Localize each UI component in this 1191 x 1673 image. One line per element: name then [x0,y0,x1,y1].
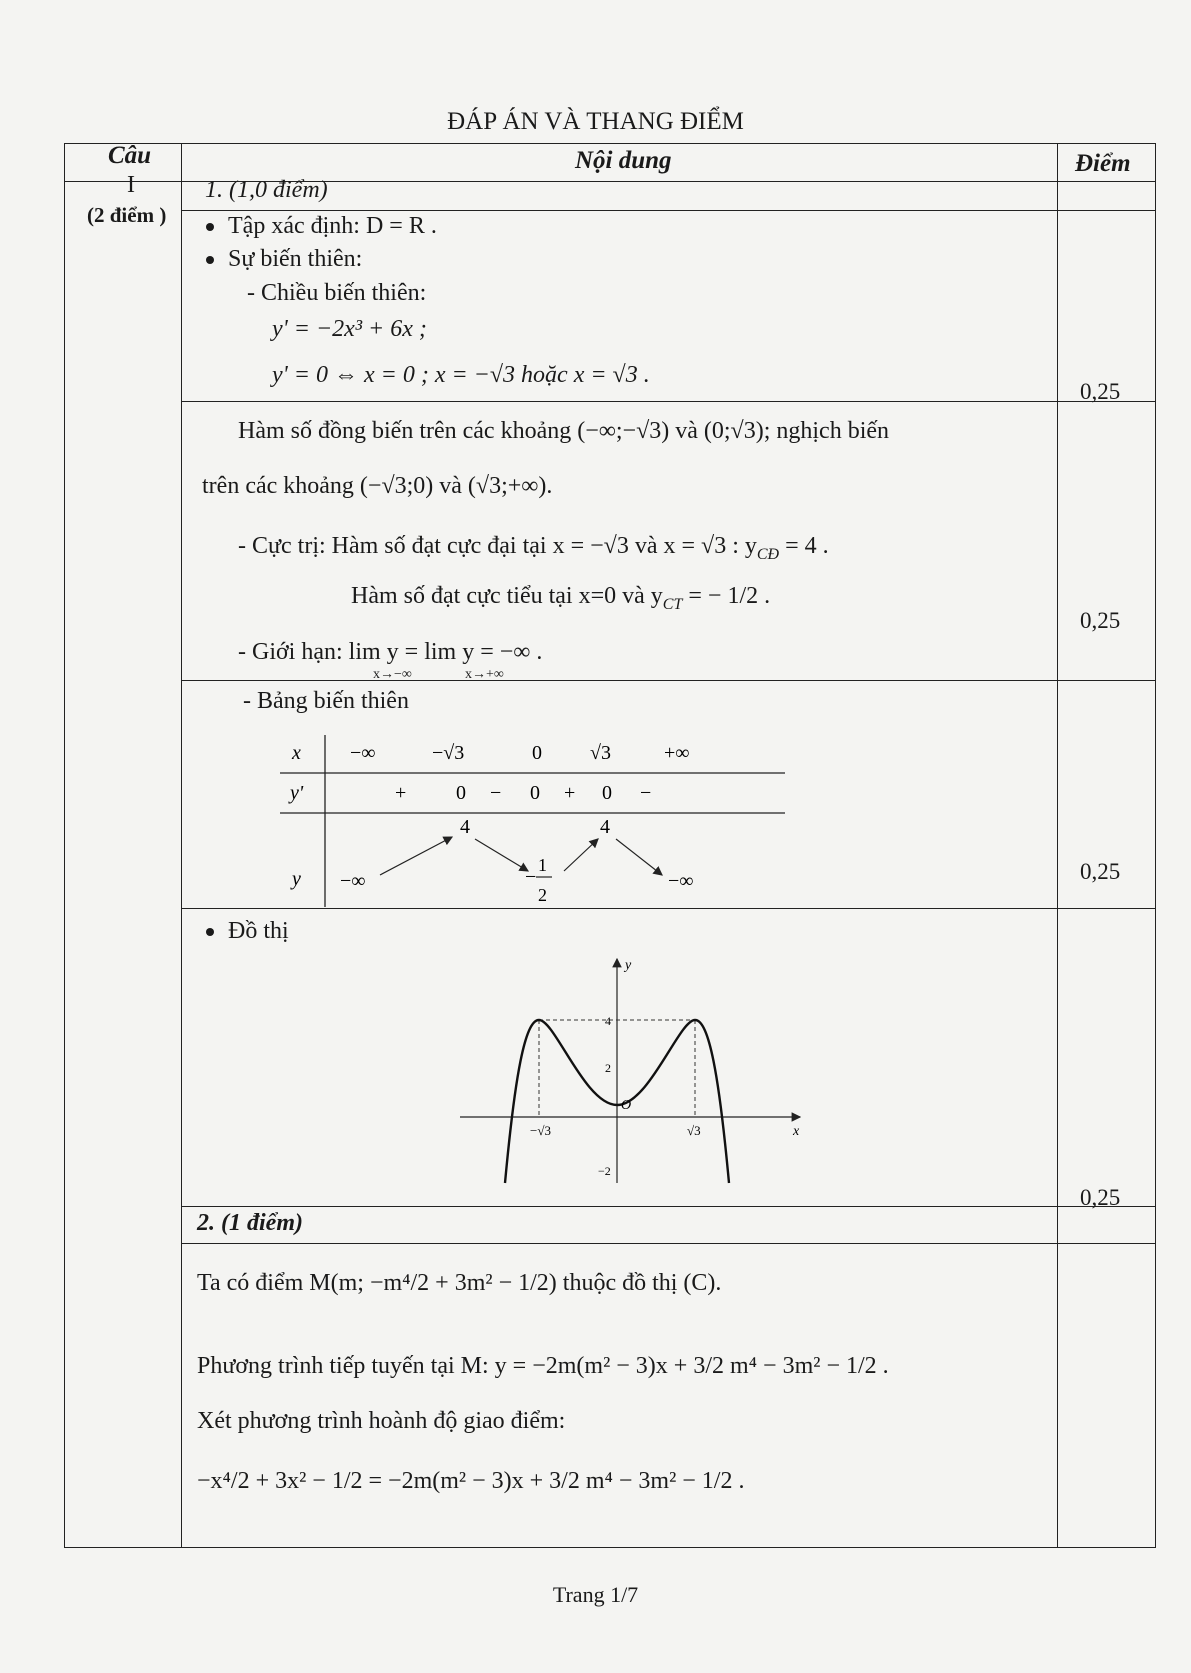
vt-x-sqrt3: √3 [590,742,611,764]
chieu-bien-thien: - Chiều biến thiên: [247,280,427,306]
bullet-icon [206,256,214,264]
question-points: (2 điểm ) [87,203,167,227]
vt-yp-zero-2: 0 [530,782,540,804]
vt-y-min-num: 1 [538,855,547,875]
graph-tick-neg: −√3 [530,1123,551,1138]
page-title: ĐÁP ÁN VÀ THANG ĐIỂM [447,108,744,135]
gioi-han-sub-left: x→−∞ [373,667,412,682]
vt-y-min-minus: − [525,866,537,888]
vt-yp-sign-3: + [564,782,576,804]
dong-bien: Hàm số đồng biến trên các khoảng (−∞;−√3) và (0;√3); nghịch biến [238,418,890,444]
do-thi: Đồ thị [206,918,289,945]
column-divider-right [1057,143,1058,1548]
vt-x-neg-sqrt3: −√3 [432,742,465,764]
graph-tick-y-neg: −2 [598,1164,611,1178]
vt-yp-zero-3: 0 [602,782,612,804]
cuc-tieu: Hàm số đạt cực tiểu tại x=0 và $y_{CT}$ = − 1/2 . [351,583,771,613]
graph-origin: O [621,1098,632,1113]
vt-yp-sign-2: − [490,782,502,804]
row-divider-2 [181,680,1156,681]
vt-y-max-left: 4 [460,816,470,838]
header-cau: Câu [108,142,152,169]
vt-x-neg-inf: −∞ [350,742,376,764]
bullet-icon [206,928,214,936]
vt-x-pos-inf: +∞ [664,742,690,764]
vt-label-yprime: y' [290,782,304,804]
graph-tick-pos: √3 [687,1123,701,1138]
point-M: Ta có điểm M(m; −m⁴/2 + 3m² − 1/2) thuộc đồ thị (C). [197,1270,722,1296]
graph-axis-x: x [793,1124,800,1139]
variation-table [280,735,800,915]
cuc-dai: - Cực trị: Hàm số đạt cực đại tại x = −√3 và x = √3 : $y_{CĐ} = 4$ . [238,533,829,563]
vt-yp-sign-1: + [395,782,407,804]
derivative-roots: y' = 0 ⇔ x = 0 ; x = −√3 hoặc x = √3 . [272,362,650,388]
column-divider-left [181,143,182,1548]
intersection-equation: −x⁴/2 + 3x² − 1/2 = −2m(m² − 3)x + 3/2 m⁴ − 3m² − 1/2 . [197,1468,745,1494]
question-number: I [127,172,135,198]
tangent-equation: Phương trình tiếp tuyến tại M: y = −2m(m² − 3)x + 3/2 m⁴ − 3m² − 1/2 . [197,1353,889,1379]
header-diem: Điểm [1075,150,1131,177]
derivative: y' = −2x³ + 6x ; [272,316,427,342]
vt-label-x: x [292,742,301,764]
part1-heading: 1. (1,0 điểm) [205,177,328,203]
nghich-bien: trên các khoảng (−√3;0) và (√3;+∞). [202,473,553,499]
tap-xac-dinh: Tập xác định: D = R . [206,213,437,240]
score-3: 0,25 [1080,859,1121,884]
xet-phuong-trinh: Xét phương trình hoành độ giao điểm: [197,1408,566,1434]
vt-yp-sign-4: − [640,782,652,804]
part2-heading: 2. (1 điểm) [197,1210,303,1236]
function-graph [455,955,815,1190]
graph-tick-y-mid: 2 [605,1061,611,1075]
bullet-icon [206,223,214,231]
gioi-han-sub-right: x→+∞ [465,667,504,682]
part2-heading-divider [181,1243,1156,1244]
score-4: 0,25 [1080,1185,1121,1210]
vt-yp-zero-1: 0 [456,782,466,804]
gioi-han: - Giới hạn: lim y = lim y = −∞ . [238,639,543,665]
score-2: 0,25 [1080,608,1121,633]
su-bien-thien: Sự biến thiên: [206,246,362,273]
vt-y-max-right: 4 [600,816,610,838]
vt-y-min-den: 2 [538,885,547,905]
graph-axis-y: y [625,958,632,973]
vt-x-zero: 0 [532,742,542,764]
row-divider-4 [181,1206,1156,1207]
graph-tick-y-top: 4 [605,1014,611,1028]
part1-heading-divider [181,210,1156,211]
row-divider-1 [181,401,1156,402]
page-number: Trang 1/7 [552,1582,639,1607]
vt-y-neg-inf-left: −∞ [340,870,366,892]
bang-bien-thien-label: - Bảng biến thiên [243,688,409,714]
vt-y-neg-inf-right: −∞ [668,870,694,892]
vt-label-y: y [292,868,301,890]
header-noi-dung: Nội dung [575,147,672,174]
score-1: 0,25 [1080,379,1121,404]
